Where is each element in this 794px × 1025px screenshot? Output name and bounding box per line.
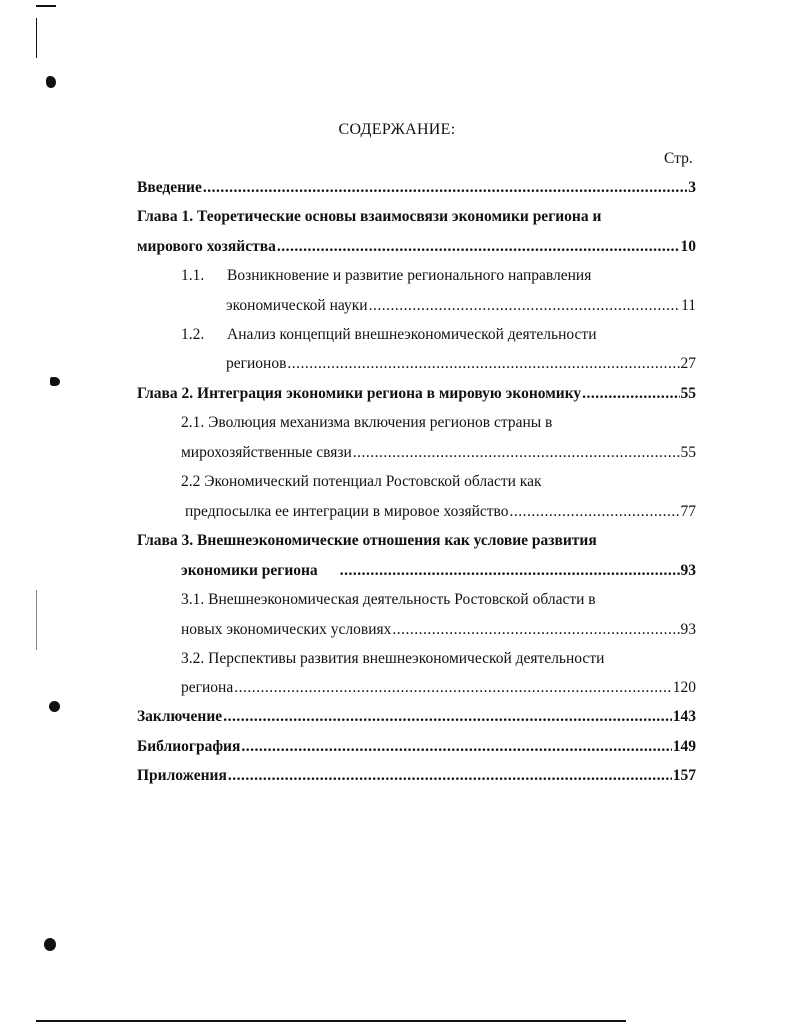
toc-entry-title: Глава 2. Интеграция экономики региона в мировую экономику (137, 385, 582, 402)
toc-entry-section-1-2[interactable] (181, 325, 597, 345)
toc-entry-title: Анализ концепций внешнеэкономической деятельности (227, 326, 597, 343)
toc-entry-chapter-3-cont[interactable] (181, 561, 696, 581)
toc-leader (340, 561, 680, 581)
toc-section-number: 1.2. (181, 326, 205, 343)
toc-entry-conclusion[interactable] (137, 707, 696, 727)
toc-page-number: 55 (680, 444, 696, 461)
toc-page-number: 55 (680, 385, 696, 402)
toc-entry-title: региона (181, 679, 234, 696)
scan-mark-top-edge (36, 18, 37, 58)
toc-entry-title: регионов (226, 355, 287, 372)
toc-section-number: 1.1. (181, 267, 205, 284)
scan-line-bottom (36, 1020, 626, 1022)
binder-hole-1 (46, 76, 56, 88)
toc-leader (392, 620, 679, 640)
toc-leader (277, 237, 680, 257)
binder-hole-3 (49, 701, 60, 712)
toc-entry-introduction[interactable] (137, 178, 696, 198)
toc-entry-title: Заключение (137, 708, 223, 725)
toc-entry-section-2-1-cont[interactable] (181, 443, 696, 463)
toc-leader (234, 678, 672, 698)
toc-entry-section-2-2[interactable]: 2.2 Экономический потенциал Ростовской области как (181, 473, 542, 490)
toc-entry-section-2-2-cont[interactable] (185, 502, 696, 522)
toc-entry-section-2-1[interactable]: 2.1. Эволюция механизма включения регионов страны в (181, 414, 553, 431)
toc-page-number: 149 (672, 738, 696, 755)
toc-leader (223, 707, 672, 727)
toc-leader (510, 502, 680, 522)
toc-page-number: 77 (680, 503, 696, 520)
toc-entry-title: Приложения (137, 767, 227, 784)
toc-page-number: 10 (680, 238, 696, 255)
toc-page-number: 93 (680, 621, 696, 638)
scan-mark-top-left (36, 5, 56, 7)
toc-entry-title: Библиография (137, 738, 241, 755)
toc-entry-chapter-2[interactable] (137, 384, 696, 404)
toc-entry-title: экономической науки (226, 297, 368, 314)
toc-page-number: 11 (681, 297, 696, 314)
toc-entry-title: мирохозяйственные связи (181, 444, 352, 461)
toc-entry-title: Возникновение и развитие регионального направления (227, 267, 592, 284)
toc-entry-title: новых экономических условиях (181, 621, 392, 638)
toc-entry-section-1-1-cont[interactable] (226, 296, 696, 316)
toc-entry-title: предпосылка ее интеграции в мировое хозяйство (185, 503, 509, 520)
toc-entry-section-3-1-cont[interactable] (181, 620, 696, 640)
toc-entry-bibliography[interactable] (137, 737, 696, 757)
toc-entry-title: мирового хозяйства (137, 238, 276, 255)
toc-page-number: 93 (680, 562, 696, 579)
toc-entry-section-1-1[interactable] (181, 266, 591, 286)
toc-entry-chapter-3[interactable]: Глава 3. Внешнеэкономические отношения как условие развития (137, 532, 597, 549)
toc-entry-section-3-2[interactable]: 3.2. Перспективы развития внешнеэкономической деятельности (181, 650, 605, 667)
toc-leader (228, 766, 672, 786)
binder-hole-2 (50, 377, 60, 386)
toc-entry-chapter-1[interactable]: Глава 1. Теоретические основы взаимосвязи экономики региона и (137, 208, 602, 225)
toc-page-number: 3 (688, 179, 696, 196)
binder-hole-4 (44, 938, 56, 951)
toc-page-number: 27 (680, 355, 696, 372)
toc-page-number: 120 (672, 679, 696, 696)
toc-entry-section-3-1[interactable]: 3.1. Внешнеэкономическая деятельность Ростовской области в (181, 591, 596, 608)
toc-title: СОДЕРЖАНИЕ: (338, 121, 456, 138)
toc-leader (287, 354, 679, 374)
toc-leader (582, 384, 679, 404)
scan-edge-left (36, 590, 37, 650)
toc-entry-section-3-2-cont[interactable] (181, 678, 696, 698)
toc-entry-section-1-2-cont[interactable] (226, 354, 696, 374)
toc-entry-chapter-1-cont[interactable] (137, 237, 696, 257)
toc-entry-appendices[interactable] (137, 766, 696, 786)
toc-entry-title: экономики региона (181, 562, 318, 579)
toc-leader (203, 178, 687, 198)
toc-page-number: 143 (672, 708, 696, 725)
toc-leader (241, 737, 671, 757)
page-column-label: Стр. (664, 150, 693, 167)
toc-leader (353, 443, 680, 463)
toc-page-number: 157 (672, 767, 696, 784)
toc-entry-title: Введение (137, 179, 202, 196)
toc-leader (369, 296, 680, 316)
